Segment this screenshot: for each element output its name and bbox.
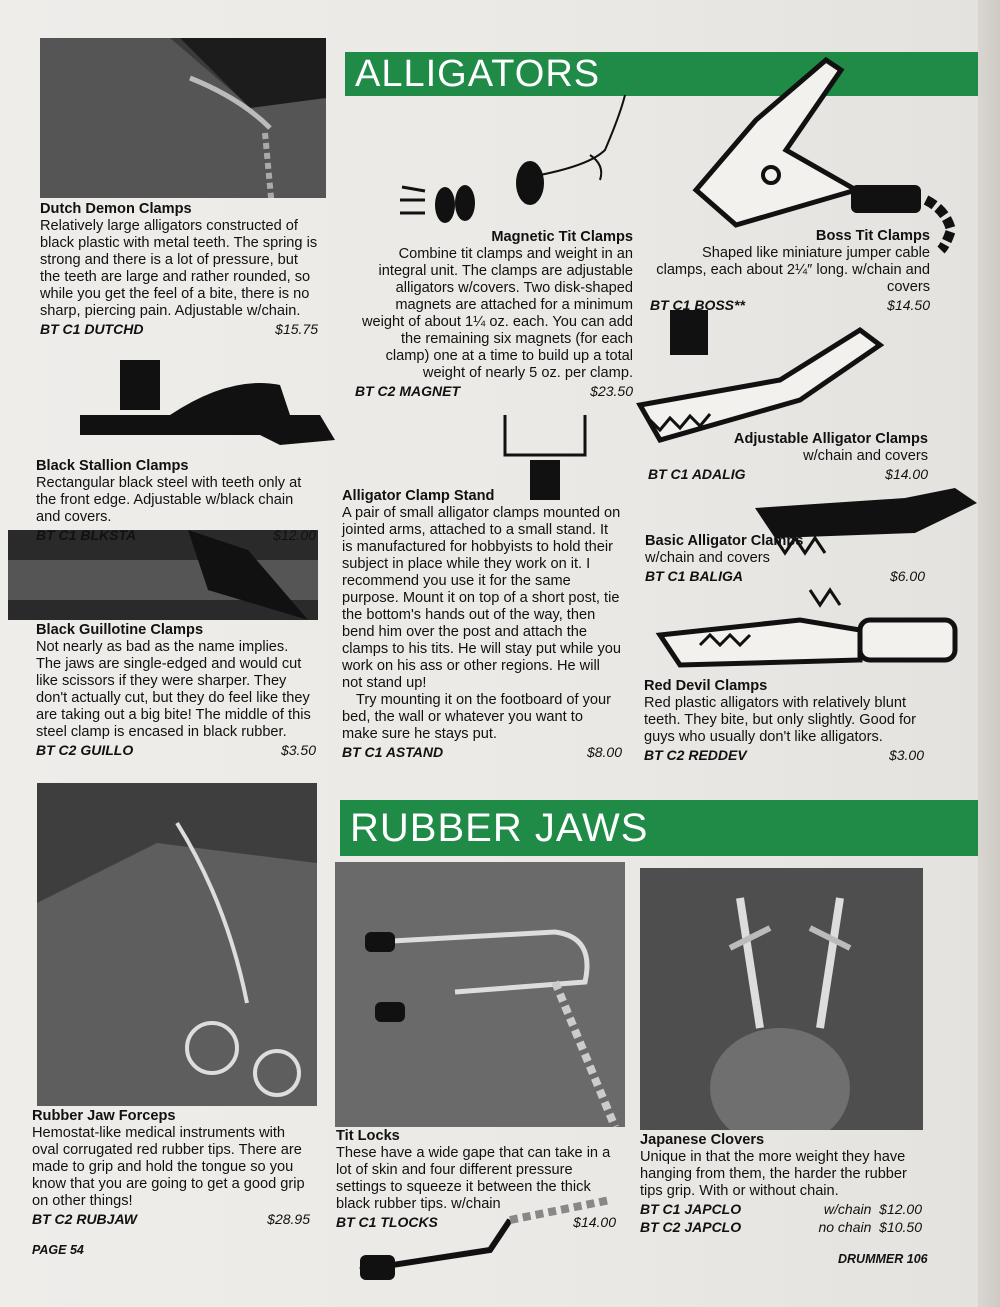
rubber-jaws-header [340,800,980,856]
product-option: no chain [818,1219,872,1235]
code-price-line [640,1219,922,1236]
product-code: BT C1 BLKSTA [36,527,137,543]
forceps-entry [32,1108,310,1228]
product-price: $23.50 [590,383,633,399]
product-description: w/chain and covers [803,448,928,464]
dutch-demon-entry [40,201,318,338]
product-description: Shaped like miniature jumper cable clamps, each about 2¼″ long. w/chain and covers [656,245,930,295]
code-price-line [644,747,924,764]
page-number: PAGE 54 [32,1243,84,1257]
product-price: $12.00 [273,527,316,543]
magnetic-clamps-illustration [390,95,640,235]
japanese-clovers-photo [640,868,923,1130]
product-price: $28.95 [267,1211,310,1227]
code-price-line [36,527,316,544]
black-stallion-illustration [80,355,340,455]
product-description: Hemostat-like medical instruments with oval corrugated red rubber tips. There are made to grip and hold the tongue so you know that you are going to get a good grip on other things! [32,1125,305,1209]
product-code: BT C2 GUILLO [36,742,134,758]
stand-entry [342,488,622,761]
red-devil-entry [644,678,924,764]
tit-locks-photo [335,862,625,1127]
product-price: $10.50 [879,1219,922,1235]
product-name: Tit Locks [336,1128,400,1144]
product-name: Rubber Jaw Forceps [32,1108,176,1124]
product-name: Boss Tit Clamps [815,228,930,244]
product-price: $3.50 [280,742,316,758]
product-code: BT C2 JAPCLO [640,1219,742,1235]
red-devil-illustration [660,590,960,680]
dutch-demon-photo [40,38,326,198]
product-option: w/chain [823,1201,872,1217]
product-description: Combine tit clamps and weight in an integral unit. The clamps are adjustable alligators w/covers. Two disk-shaped magnets are attached for a minimum weight of about 1¼ oz. each. You can add the remaining six magnets (for each clamp) one at a time to build up a total weight of nearly 5 oz. per clamp. [361,246,633,381]
code-price-line [32,1211,310,1228]
product-code: BT C1 TLOCKS [336,1214,438,1230]
adjustable-entry [648,431,928,483]
basic-entry [645,533,925,585]
code-price-line [640,1201,922,1218]
product-price: $6.00 [889,568,925,584]
tit-locks-entry [336,1128,616,1231]
product-name: Black Stallion Clamps [36,458,189,474]
code-price-line [342,744,622,761]
product-price: $15.75 [275,321,318,337]
magnetic-entry [355,229,633,400]
product-code: BT C1 ASTAND [342,744,444,760]
product-code: BT C2 REDDEV [644,747,747,763]
product-code: BT C1 BALIGA [645,568,743,584]
adjustable-clamp-illustration [640,310,920,450]
code-price-line [648,466,928,483]
product-description: Unique in that the more weight they have hanging from them, the harder the rubber tips grip. With or without chain. [640,1149,907,1199]
forceps-photo [37,783,317,1106]
product-description: These have a wide gape that can take in a lot of skin and four different pressure settings to squeeze it between the thick black rubber tips. w/chain [336,1145,611,1212]
black-stallion-entry [36,458,316,544]
product-description: Rectangular black steel with teeth only at the front edge. Adjustable w/black chain and covers. [36,475,302,525]
product-price: $14.00 [885,466,928,482]
rubber-jaws-header-text: RUBBER JAWS [350,806,649,850]
product-description: Red plastic alligators with relatively blunt teeth. They bite, but only slightly. Good for guys who usually don't like alligators. [644,695,917,745]
product-price: $8.00 [586,744,622,760]
alligators-header-text: ALLIGATORS [355,53,601,95]
guillotine-entry [36,622,316,759]
product-price: $14.00 [573,1214,616,1230]
product-code: BT C1 DUTCHD [40,321,144,337]
issue-label: DRUMMER 106 [838,1252,928,1266]
product-description-extra: Try mounting it on the footboard of your bed, the wall or whatever you want to make sure he stays put. [342,692,611,742]
product-code: BT C1 JAPCLO [640,1201,742,1217]
product-description: Not nearly as bad as the name implies. The jaws are single-edged and would cut like scissors if they were sharper. They don't actually cut, but they do feel like they are taking out a big bite! The middle of this steel clamp is encased in black rubber. [36,639,311,740]
code-price-line [650,297,930,314]
code-price-line [40,321,318,338]
product-name: Dutch Demon Clamps [40,201,192,217]
product-description: A pair of small alligator clamps mounted on jointed arms, attached to a small stand. It is manufactured for hobbyists to hold their subject in place while they work on it. I recommend you use it for the same purpose. Mount it on top of a short post, tie the bottom's hands out of the way, then bend him over the post and attach the clamps to his tits. He will stay put while you work on his ass or other regions. He will not stand up! [342,505,622,691]
code-price-line [336,1214,616,1231]
product-price: $12.00 [879,1201,922,1217]
product-name: Japanese Clovers [640,1132,765,1148]
product-name: Magnetic Tit Clamps [491,229,633,245]
boss-entry [650,228,930,314]
product-code: BT C1 ADALIG [648,466,746,482]
product-name: Basic Alligator Clamps [645,533,804,549]
code-price-line [36,742,316,759]
product-code: BT C1 BOSS** [650,297,745,313]
product-price: $14.50 [887,297,930,313]
product-code: BT C2 RUBJAW [32,1211,138,1227]
boss-clamp-illustration [676,40,976,240]
code-price-line [355,383,633,400]
product-price: $3.00 [888,747,924,763]
page-edge [978,0,1000,1307]
japanese-entry [640,1132,922,1236]
product-name: Adjustable Alligator Clamps [733,431,928,447]
product-name: Alligator Clamp Stand [342,488,495,504]
product-code: BT C2 MAGNET [355,383,460,399]
product-description: Relatively large alligators constructed of black plastic with metal teeth. The spring is strong and there is a lot of pressure, but the teeth are large and rather rounded, so while you get the feel of a bite, there is no sharp, piercing pain. Adjustable w/chain. [40,218,318,319]
product-name: Red Devil Clamps [644,678,768,694]
product-description: w/chain and covers [645,550,770,566]
product-name: Black Guillotine Clamps [36,622,204,638]
code-price-line [645,568,925,585]
